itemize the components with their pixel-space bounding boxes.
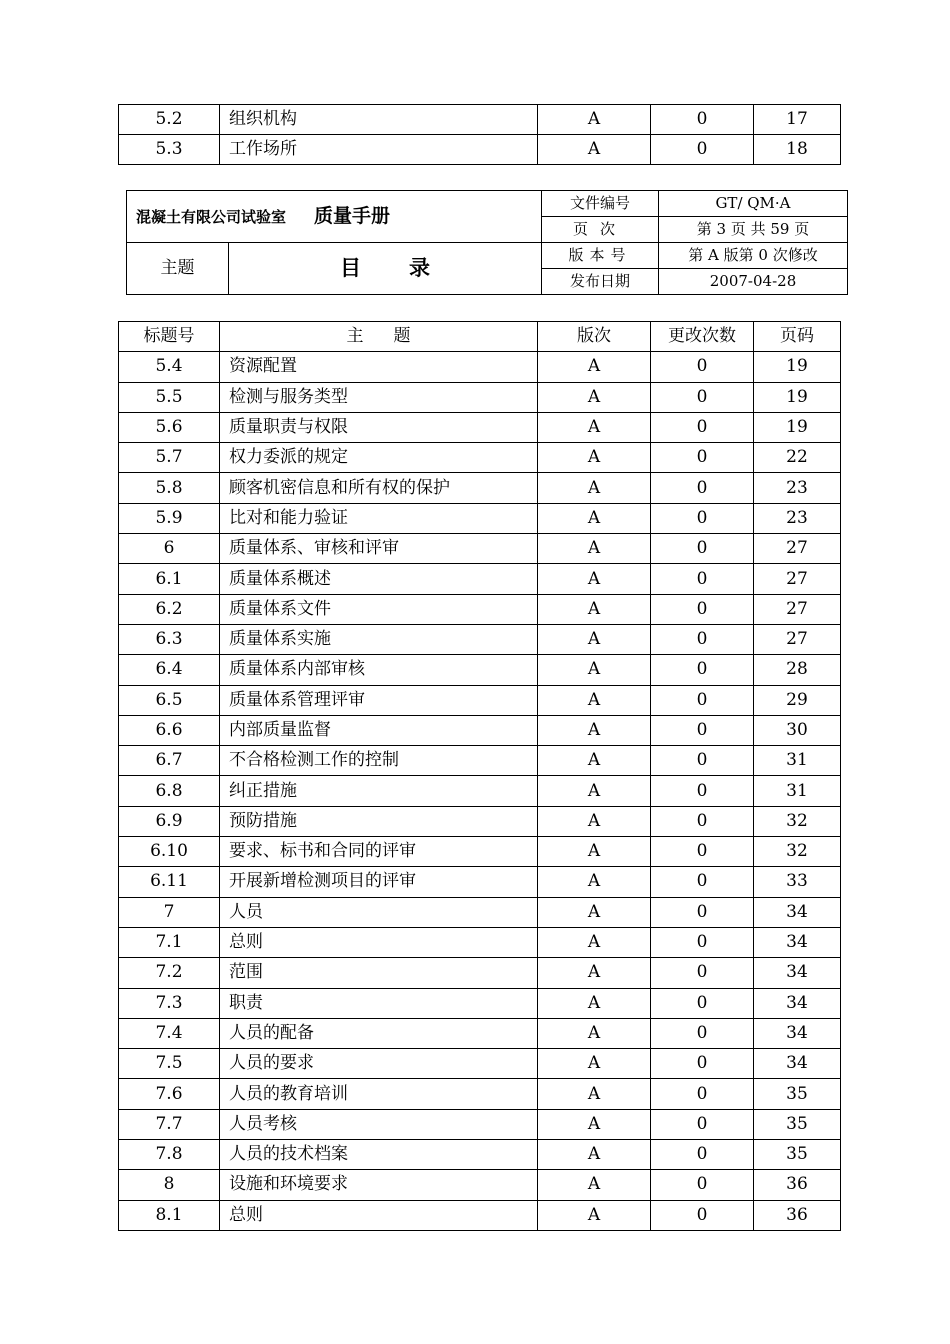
edition: A [538, 715, 651, 745]
change-count: 0 [651, 685, 754, 715]
change-count: 0 [651, 655, 754, 685]
edition: A [538, 624, 651, 654]
table-row [119, 655, 841, 685]
section-number: 5.8 [119, 473, 220, 503]
edition: A [538, 1109, 651, 1139]
edition: A [538, 382, 651, 412]
section-title: 要求、标书和合同的评审 [220, 837, 538, 867]
section-number: 5.7 [119, 443, 220, 473]
section-title: 不合格检测工作的控制 [220, 746, 538, 776]
section-title: 质量体系实施 [220, 624, 538, 654]
table-row [119, 1200, 841, 1230]
col-header-edition: 版次 [538, 322, 651, 352]
change-count: 0 [651, 837, 754, 867]
page-number: 34 [754, 958, 841, 988]
edition: A [538, 473, 651, 503]
table-row [119, 715, 841, 745]
field-value-date: 2007-04-28 [659, 269, 848, 295]
section-number: 7.1 [119, 927, 220, 957]
change-count: 0 [651, 746, 754, 776]
field-value-doc-number: GT/ QM·A [659, 191, 848, 217]
table-row [119, 473, 841, 503]
table-row [119, 594, 841, 624]
topic-value: 目录 [229, 243, 542, 295]
page-number: 35 [754, 1079, 841, 1109]
table-row [119, 1140, 841, 1170]
change-count: 0 [651, 1170, 754, 1200]
section-title: 质量体系概述 [220, 564, 538, 594]
table-row [119, 1109, 841, 1139]
change-count: 0 [651, 473, 754, 503]
page-number: 27 [754, 624, 841, 654]
table-row [119, 685, 841, 715]
section-number: 7 [119, 897, 220, 927]
section-number: 5.2 [119, 105, 220, 135]
section-number: 6.1 [119, 564, 220, 594]
page-number: 17 [754, 105, 841, 135]
edition: A [538, 776, 651, 806]
table-row [119, 1170, 841, 1200]
table-row [119, 1079, 841, 1109]
change-count: 0 [651, 927, 754, 957]
section-title: 质量职责与权限 [220, 412, 538, 442]
change-count: 0 [651, 1049, 754, 1079]
section-number: 6.11 [119, 867, 220, 897]
edition: A [538, 806, 651, 836]
page-number: 34 [754, 988, 841, 1018]
section-number: 7.8 [119, 1140, 220, 1170]
section-number: 5.3 [119, 135, 220, 165]
section-title: 人员的要求 [220, 1049, 538, 1079]
field-label-date: 发布日期 [542, 269, 659, 295]
page-number: 36 [754, 1170, 841, 1200]
table-row [119, 867, 841, 897]
page-number: 19 [754, 412, 841, 442]
section-number: 5.5 [119, 382, 220, 412]
section-title: 顾客机密信息和所有权的保护 [220, 473, 538, 503]
table-row [119, 503, 841, 533]
table-row [119, 746, 841, 776]
table-row [119, 135, 841, 165]
toc-continuation-table [118, 104, 841, 165]
field-label-version: 版本号 [542, 243, 659, 269]
edition: A [538, 594, 651, 624]
edition: A [538, 564, 651, 594]
page-number: 32 [754, 837, 841, 867]
edition: A [538, 412, 651, 442]
section-title: 预防措施 [220, 806, 538, 836]
page-number: 34 [754, 927, 841, 957]
change-count: 0 [651, 897, 754, 927]
table-row [119, 382, 841, 412]
table-row [119, 897, 841, 927]
page-number: 27 [754, 534, 841, 564]
page-number: 23 [754, 503, 841, 533]
edition: A [538, 1200, 651, 1230]
change-count: 0 [651, 412, 754, 442]
section-number: 6.10 [119, 837, 220, 867]
section-number: 5.6 [119, 412, 220, 442]
section-number: 6.7 [119, 746, 220, 776]
section-number: 7.2 [119, 958, 220, 988]
change-count: 0 [651, 1109, 754, 1139]
section-number: 8.1 [119, 1200, 220, 1230]
section-title: 资源配置 [220, 352, 538, 382]
section-title: 内部质量监督 [220, 715, 538, 745]
section-number: 7.3 [119, 988, 220, 1018]
edition: A [538, 135, 651, 165]
change-count: 0 [651, 534, 754, 564]
edition: A [538, 685, 651, 715]
page-number: 34 [754, 897, 841, 927]
section-title: 质量体系文件 [220, 594, 538, 624]
edition: A [538, 534, 651, 564]
topic-label: 主题 [127, 243, 229, 295]
field-value-page: 第 3 页 共 59 页 [659, 217, 848, 243]
page-number: 28 [754, 655, 841, 685]
edition: A [538, 1079, 651, 1109]
section-number: 8 [119, 1170, 220, 1200]
edition: A [538, 352, 651, 382]
page-number: 32 [754, 806, 841, 836]
toc-table [118, 321, 841, 1231]
section-number: 7.5 [119, 1049, 220, 1079]
table-row [119, 1018, 841, 1048]
table-row [119, 352, 841, 382]
edition: A [538, 655, 651, 685]
section-number: 6.4 [119, 655, 220, 685]
section-title: 组织机构 [220, 105, 538, 135]
section-title: 纠正措施 [220, 776, 538, 806]
section-number: 7.6 [119, 1079, 220, 1109]
page-number: 19 [754, 382, 841, 412]
page-number: 27 [754, 564, 841, 594]
section-title: 开展新增检测项目的评审 [220, 867, 538, 897]
field-label-doc-number: 文件编号 [542, 191, 659, 217]
section-title: 权力委派的规定 [220, 443, 538, 473]
page-number: 19 [754, 352, 841, 382]
edition: A [538, 927, 651, 957]
section-number: 5.4 [119, 352, 220, 382]
change-count: 0 [651, 443, 754, 473]
edition: A [538, 958, 651, 988]
edition: A [538, 1049, 651, 1079]
page-number: 36 [754, 1200, 841, 1230]
col-header-changes: 更改次数 [651, 322, 754, 352]
section-title: 设施和环境要求 [220, 1170, 538, 1200]
section-title: 人员的技术档案 [220, 1140, 538, 1170]
section-title: 比对和能力验证 [220, 503, 538, 533]
document-header [126, 190, 848, 295]
page-number: 33 [754, 867, 841, 897]
table-row [119, 534, 841, 564]
table-row [119, 776, 841, 806]
section-number: 6.5 [119, 685, 220, 715]
section-title: 范围 [220, 958, 538, 988]
change-count: 0 [651, 382, 754, 412]
change-count: 0 [651, 776, 754, 806]
table-row [119, 1049, 841, 1079]
section-title: 人员 [220, 897, 538, 927]
edition: A [538, 443, 651, 473]
table-row [119, 624, 841, 654]
col-header-topic: 主题 [220, 322, 538, 352]
section-number: 6.8 [119, 776, 220, 806]
field-value-version: 第 A 版第 0 次修改 [659, 243, 848, 269]
table-row [119, 988, 841, 1018]
page-number: 35 [754, 1140, 841, 1170]
section-title: 职责 [220, 988, 538, 1018]
section-title: 人员的配备 [220, 1018, 538, 1048]
section-title: 质量体系、审核和评审 [220, 534, 538, 564]
section-number: 6.2 [119, 594, 220, 624]
change-count: 0 [651, 624, 754, 654]
section-title: 总则 [220, 927, 538, 957]
edition: A [538, 503, 651, 533]
edition: A [538, 988, 651, 1018]
edition: A [538, 897, 651, 927]
field-label-page: 页次 [542, 217, 659, 243]
section-title: 质量体系内部审核 [220, 655, 538, 685]
section-number: 7.4 [119, 1018, 220, 1048]
edition: A [538, 1018, 651, 1048]
change-count: 0 [651, 988, 754, 1018]
change-count: 0 [651, 352, 754, 382]
section-number: 6.3 [119, 624, 220, 654]
section-number: 6.6 [119, 715, 220, 745]
section-title: 检测与服务类型 [220, 382, 538, 412]
edition: A [538, 837, 651, 867]
edition: A [538, 1140, 651, 1170]
table-row [119, 806, 841, 836]
table-row [119, 564, 841, 594]
manual-title: 质量手册 [314, 205, 391, 227]
table-row [119, 927, 841, 957]
page-number: 31 [754, 746, 841, 776]
section-title: 工作场所 [220, 135, 538, 165]
edition: A [538, 867, 651, 897]
change-count: 0 [651, 594, 754, 624]
table-row [119, 958, 841, 988]
section-title: 总则 [220, 1200, 538, 1230]
col-header-page: 页码 [754, 322, 841, 352]
page-number: 18 [754, 135, 841, 165]
page-number: 35 [754, 1109, 841, 1139]
section-number: 6 [119, 534, 220, 564]
page-number: 29 [754, 685, 841, 715]
section-number: 5.9 [119, 503, 220, 533]
page-number: 22 [754, 443, 841, 473]
section-number: 6.9 [119, 806, 220, 836]
change-count: 0 [651, 806, 754, 836]
change-count: 0 [651, 1079, 754, 1109]
page-number: 34 [754, 1049, 841, 1079]
table-row [119, 837, 841, 867]
company-title-cell [127, 191, 542, 243]
table-row [119, 412, 841, 442]
change-count: 0 [651, 105, 754, 135]
edition: A [538, 105, 651, 135]
table-row [119, 105, 841, 135]
page-number: 31 [754, 776, 841, 806]
page-number: 34 [754, 1018, 841, 1048]
page-number: 30 [754, 715, 841, 745]
change-count: 0 [651, 958, 754, 988]
company-name: 混凝土有限公司试验室 [136, 208, 287, 226]
change-count: 0 [651, 1018, 754, 1048]
section-title: 质量体系管理评审 [220, 685, 538, 715]
change-count: 0 [651, 1200, 754, 1230]
edition: A [538, 746, 651, 776]
table-row [119, 443, 841, 473]
change-count: 0 [651, 1140, 754, 1170]
section-title: 人员考核 [220, 1109, 538, 1139]
section-title: 人员的教育培训 [220, 1079, 538, 1109]
toc-header-row [119, 322, 841, 352]
change-count: 0 [651, 867, 754, 897]
change-count: 0 [651, 503, 754, 533]
page-number: 27 [754, 594, 841, 624]
col-header-number: 标题号 [119, 322, 220, 352]
change-count: 0 [651, 564, 754, 594]
edition: A [538, 1170, 651, 1200]
section-number: 7.7 [119, 1109, 220, 1139]
page-number: 23 [754, 473, 841, 503]
change-count: 0 [651, 135, 754, 165]
change-count: 0 [651, 715, 754, 745]
